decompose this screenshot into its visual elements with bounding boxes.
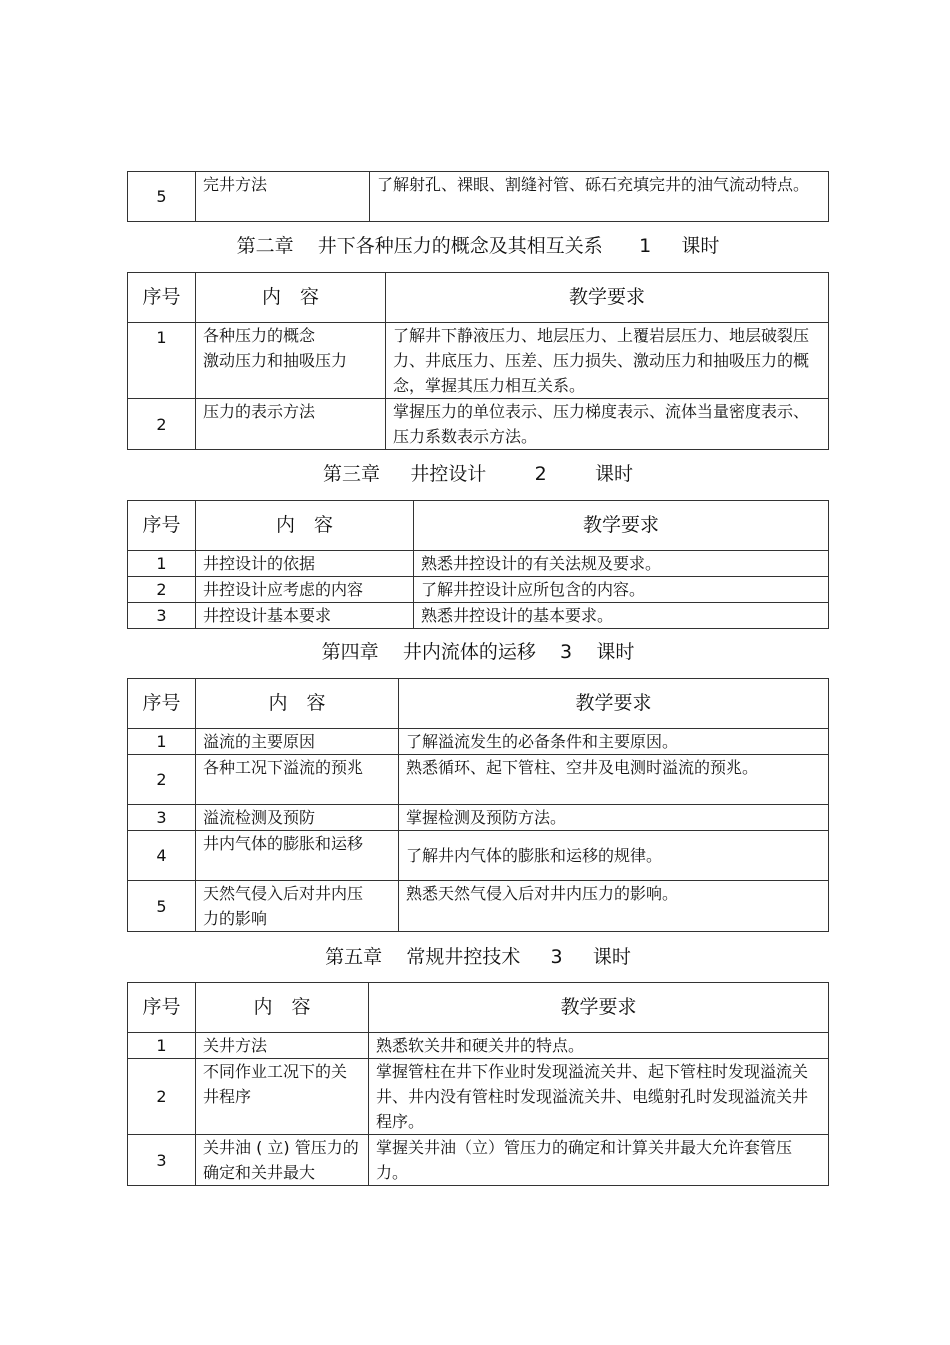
table-row: [128, 1033, 829, 1059]
chapter-heading: [127, 231, 829, 261]
row-content: 井控设计基本要求: [196, 603, 414, 629]
table-header-row: [128, 679, 829, 729]
table-chapter1-tail: [127, 171, 829, 222]
chapter-title: 井内流体的运移: [402, 641, 536, 663]
row-requirement: 了解溢流发生的必备条件和主要原因。: [399, 729, 829, 755]
row-content: 关井油 ( 立) 管压力的确定和关井最大: [196, 1135, 369, 1186]
chapter-number: 第三章: [323, 463, 381, 485]
table-row: [128, 1135, 829, 1186]
chapter-title: 常规井控技术: [406, 946, 521, 968]
row-number: 3: [128, 1135, 196, 1186]
row-number: 1: [128, 729, 196, 755]
header-number: 序号: [128, 983, 196, 1033]
row-content: 溢流检测及预防: [196, 805, 399, 831]
row-number: 5: [128, 172, 196, 222]
table-row: [128, 831, 829, 881]
row-content: 井内气体的膨胀和运移: [196, 831, 399, 881]
table-chapter3: [127, 500, 829, 629]
row-content: 压力的表示方法: [196, 399, 386, 450]
row-requirement: 了解井下静液压力、地层压力、上覆岩层压力、地层破裂压力、井底压力、压差、压力损失、激动压力和抽吸压力的概念，掌握其压力相互关系。: [386, 323, 829, 399]
chapter-heading: [127, 637, 829, 667]
header-content: 内 容: [196, 983, 369, 1033]
header-content: 内 容: [196, 273, 386, 323]
table-header-row: [128, 273, 829, 323]
table-header-row: [128, 501, 829, 551]
row-content: 各种压力的概念 激动压力和抽吸压力: [196, 323, 386, 399]
header-requirement: 教学要求: [369, 983, 829, 1033]
chapter-title: 井下各种压力的概念及其相互关系: [317, 235, 603, 257]
row-number: 2: [128, 399, 196, 450]
table-header-row: [128, 983, 829, 1033]
row-number: 1: [128, 1033, 196, 1059]
row-requirement: 了解井内气体的膨胀和运移的规律。: [399, 831, 829, 881]
chapter-hours: 3: [550, 946, 563, 968]
chapter-hours: 3: [560, 641, 573, 663]
row-content: 完井方法: [196, 172, 370, 222]
row-content: 不同作业工况下的关井程序: [196, 1059, 369, 1135]
header-requirement: 教学要求: [399, 679, 829, 729]
row-content: 关井方法: [196, 1033, 369, 1059]
row-requirement: 了解射孔、裸眼、割缝衬管、砾石充填完井的油气流动特点。: [370, 172, 829, 222]
table-chapter5: [127, 982, 829, 1186]
row-requirement: 熟悉井控设计的基本要求。: [414, 603, 829, 629]
row-requirement: 熟悉循环、起下管柱、空井及电测时溢流的预兆。: [399, 755, 829, 805]
row-requirement: 熟悉井控设计的有关法规及要求。: [414, 551, 829, 577]
table-row: [128, 755, 829, 805]
row-requirement: 掌握检测及预防方法。: [399, 805, 829, 831]
header-number: 序号: [128, 273, 196, 323]
row-number: 2: [128, 755, 196, 805]
table-row: [128, 805, 829, 831]
row-requirement: 熟悉软关井和硬关井的特点。: [369, 1033, 829, 1059]
header-requirement: 教学要求: [386, 273, 829, 323]
row-content: 井控设计的依据: [196, 551, 414, 577]
row-requirement: 了解井控设计应所包含的内容。: [414, 577, 829, 603]
table-row: [128, 399, 829, 450]
row-content: 溢流的主要原因: [196, 729, 399, 755]
table-chapter2: [127, 272, 829, 450]
row-content: 井控设计应考虑的内容: [196, 577, 414, 603]
table-row: [128, 881, 829, 932]
table-chapter4: [127, 678, 829, 932]
chapter-number: 第五章: [325, 946, 383, 968]
header-content: 内 容: [196, 501, 414, 551]
chapter-number: 第四章: [321, 641, 379, 663]
chapter-hours-unit: 课时: [592, 946, 631, 968]
chapter-hours-unit: 课时: [681, 235, 720, 257]
chapter-hours: 1: [639, 235, 652, 257]
row-number: 1: [128, 551, 196, 577]
chapter-heading: [127, 459, 829, 489]
table-row: [128, 551, 829, 577]
table-row: [128, 603, 829, 629]
row-number: 3: [128, 603, 196, 629]
header-content: 内 容: [196, 679, 399, 729]
table-row: [128, 577, 829, 603]
header-number: 序号: [128, 679, 196, 729]
row-requirement: 熟悉天然气侵入后对井内压力的影响。: [399, 881, 829, 932]
row-number: 3: [128, 805, 196, 831]
chapter-heading: [127, 942, 829, 972]
chapter-hours: 2: [534, 463, 547, 485]
row-requirement: 掌握关井油（立）管压力的确定和计算关井最大允许套管压力。: [369, 1135, 829, 1186]
table-row: [128, 172, 829, 222]
chapter-number: 第二章: [236, 235, 294, 257]
row-number: 1: [128, 323, 196, 399]
row-requirement: 掌握压力的单位表示、压力梯度表示、流体当量密度表示、压力系数表示方法。: [386, 399, 829, 450]
table-row: [128, 1059, 829, 1135]
row-number: 4: [128, 831, 196, 881]
row-content: 各种工况下溢流的预兆: [196, 755, 399, 805]
chapter-title: 井控设计: [410, 463, 487, 485]
row-number: 2: [128, 1059, 196, 1135]
header-requirement: 教学要求: [414, 501, 829, 551]
table-row: [128, 729, 829, 755]
table-row: [128, 323, 829, 399]
row-requirement: 掌握管柱在井下作业时发现溢流关井、起下管柱时发现溢流关井、井内没有管柱时发现溢流关井、电缆射孔时发现溢流关井程序。: [369, 1059, 829, 1135]
row-number: 2: [128, 577, 196, 603]
row-number: 5: [128, 881, 196, 932]
chapter-hours-unit: 课时: [596, 641, 635, 663]
chapter-hours-unit: 课时: [594, 463, 633, 485]
header-number: 序号: [128, 501, 196, 551]
row-content: 天然气侵入后对井内压力的影响: [196, 881, 399, 932]
